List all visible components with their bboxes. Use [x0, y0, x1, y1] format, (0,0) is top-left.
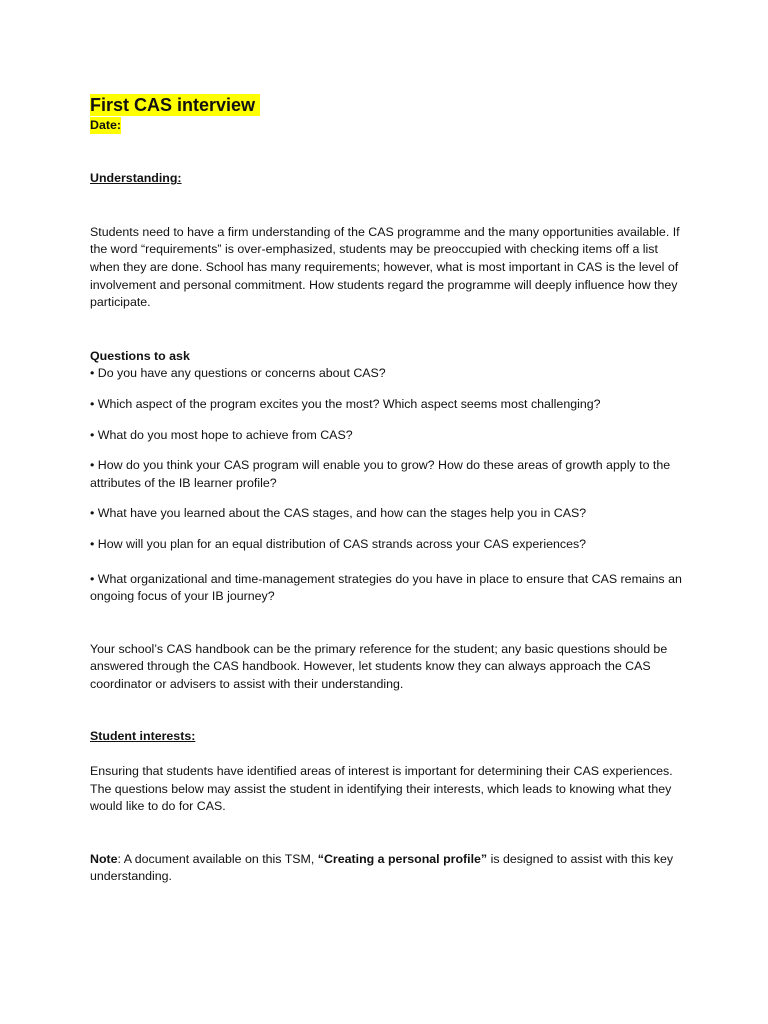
- question-item: • How will you plan for an equal distribution of CAS strands across your CAS experiences?: [90, 536, 587, 551]
- document-title: First CAS interview: [90, 94, 260, 116]
- understanding-paragraph: Students need to have a firm understanding of the CAS programme and the many opportunities available. If the word “requirements” is over-emphasized, students may be preoccupied with checking items off a list when they are done. School has many requirements; however, what is most important in CAS is the level of involvement and personal commitment. How students regard the programme will deeply influence how they participate.: [90, 224, 680, 310]
- note-label: Note: [90, 851, 118, 866]
- note-text-before: : A document available on this TSM,: [117, 851, 318, 866]
- question-item: • What organizational and time-management strategies do you have in place to ensure that CAS remains an ongoing focus of your IB journey?: [90, 571, 682, 604]
- question-item: • Which aspect of the program excites you the most? Which aspect seems most challenging?: [90, 396, 601, 411]
- question-item: • What do you most hope to achieve from CAS?: [90, 427, 353, 442]
- understanding-heading: Understanding:: [90, 171, 182, 186]
- question-item: • How do you think your CAS program will enable you to grow? How do these areas of growth apply to the attributes of the IB learner profile?: [90, 458, 671, 490]
- document-page: [90, 94, 682, 886]
- student-interests-heading: Student interests:: [90, 729, 196, 744]
- question-item: • Do you have any questions or concerns about CAS?: [90, 366, 386, 381]
- handbook-paragraph: Your school’s CAS handbook can be the primary reference for the student; any basic questions should be answered through the CAS handbook. However, let students know they can always approach the CAS coordinator or advisers to assist with their understanding.: [90, 641, 668, 691]
- question-item: • What have you learned about the CAS stages, and how can the stages help you in CAS?: [90, 506, 587, 521]
- student-interests-paragraph: Ensuring that students have identified areas of interest is important for determining their CAS experiences. The questions below may assist the student in identifying their interests, which leads to knowing what they would like to do for CAS.: [90, 764, 673, 814]
- note-text-after: is designed to assist with this key understanding.: [90, 851, 674, 884]
- questions-heading: Questions to ask: [90, 348, 190, 363]
- date-label: Date:: [90, 117, 121, 132]
- note-document-title: “Creating a personal profile”: [317, 851, 488, 866]
- note-paragraph: [90, 851, 682, 886]
